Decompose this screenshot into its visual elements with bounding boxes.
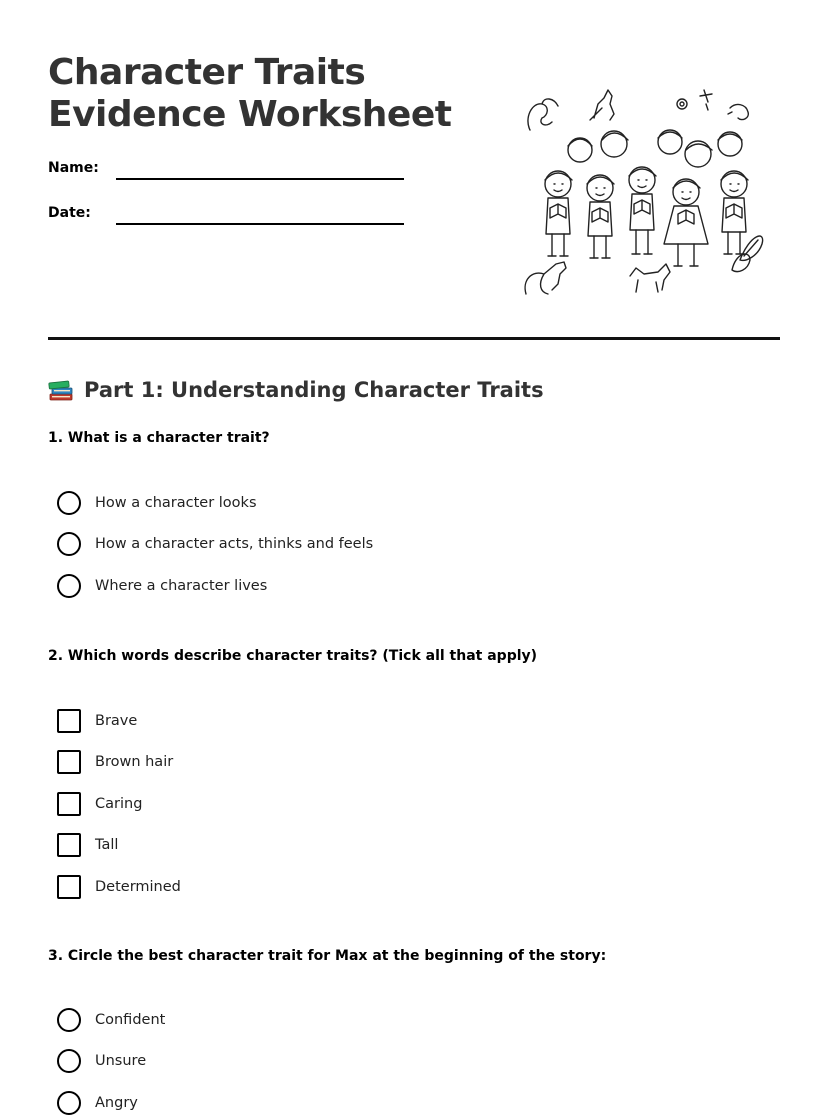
- book-icon: [634, 200, 650, 214]
- kangaroo-icon: [590, 90, 614, 120]
- q1-option-2[interactable]: [57, 531, 373, 557]
- child-head: [629, 167, 655, 193]
- name-label: Name:: [48, 160, 99, 176]
- question-3: 3. Circle the best character trait for Max at the beginning of the story:: [48, 948, 607, 964]
- book-icon: [592, 208, 608, 222]
- radio-circle[interactable]: [57, 1091, 81, 1115]
- option-label: Angry: [95, 1095, 138, 1111]
- q2-option-5[interactable]: [57, 874, 181, 900]
- flower-icon: [677, 99, 687, 109]
- q2-option-1[interactable]: [57, 708, 137, 734]
- q1-option-3[interactable]: [57, 573, 267, 599]
- q2-option-3[interactable]: [57, 791, 142, 817]
- book-icon: [726, 204, 742, 218]
- child-head: [601, 131, 627, 157]
- child-head: [587, 175, 613, 201]
- q3-option-1[interactable]: [57, 1007, 165, 1033]
- child-head: [673, 179, 699, 205]
- q2-option-4[interactable]: [57, 832, 118, 858]
- name-line[interactable]: [116, 178, 404, 180]
- part1-title: Part 1: Understanding Character Traits: [84, 378, 544, 402]
- question-1: 1. What is a character trait?: [48, 430, 270, 446]
- option-label: How a character looks: [95, 495, 257, 511]
- option-label: Confident: [95, 1012, 166, 1028]
- date-line[interactable]: [116, 223, 404, 225]
- q3-option-2[interactable]: [57, 1048, 146, 1074]
- snake-icon: [528, 99, 558, 130]
- bird-icon: [728, 105, 748, 120]
- q2-option-2[interactable]: [57, 749, 173, 775]
- book-icon: [678, 210, 694, 224]
- child-head: [721, 171, 747, 197]
- checkbox[interactable]: [57, 875, 81, 899]
- child-head: [685, 141, 711, 167]
- section-divider: [48, 337, 780, 340]
- radio-circle[interactable]: [57, 532, 81, 556]
- radio-circle[interactable]: [57, 491, 81, 515]
- radio-circle[interactable]: [57, 1049, 81, 1073]
- option-label: Determined: [95, 879, 181, 895]
- checkbox[interactable]: [57, 833, 81, 857]
- fox-icon: [630, 264, 670, 292]
- plant-icon: [700, 90, 712, 110]
- books-icon: [48, 377, 74, 403]
- kangaroo-icon: [525, 262, 566, 294]
- book-icon: [550, 204, 566, 218]
- children-reading-illustration: [518, 84, 768, 302]
- checkbox[interactable]: [57, 709, 81, 733]
- date-field[interactable]: [48, 203, 408, 233]
- radio-circle[interactable]: [57, 1008, 81, 1032]
- option-label: Caring: [95, 796, 143, 812]
- q1-option-1[interactable]: [57, 490, 257, 516]
- part1-heading: [48, 374, 544, 406]
- checkbox[interactable]: [57, 750, 81, 774]
- option-label: Where a character lives: [95, 578, 268, 594]
- worksheet-title: [48, 52, 488, 136]
- option-label: Unsure: [95, 1053, 147, 1069]
- option-label: Brown hair: [95, 754, 174, 770]
- child-head: [718, 132, 742, 156]
- option-label: How a character acts, thinks and feels: [95, 536, 374, 552]
- title-line-2: Evidence Worksheet: [48, 94, 452, 135]
- q3-option-3[interactable]: [57, 1090, 138, 1116]
- option-label: Tall: [95, 837, 119, 853]
- option-label: Brave: [95, 713, 138, 729]
- child-head: [545, 171, 571, 197]
- leaf-icon: [740, 236, 763, 260]
- checkbox[interactable]: [57, 792, 81, 816]
- date-label: Date:: [48, 205, 91, 221]
- name-field[interactable]: [48, 158, 408, 188]
- radio-circle[interactable]: [57, 574, 81, 598]
- question-2: 2. Which words describe character traits? (Tick all that apply): [48, 648, 538, 664]
- title-line-1: Character Traits: [48, 52, 366, 93]
- child-head: [658, 130, 682, 154]
